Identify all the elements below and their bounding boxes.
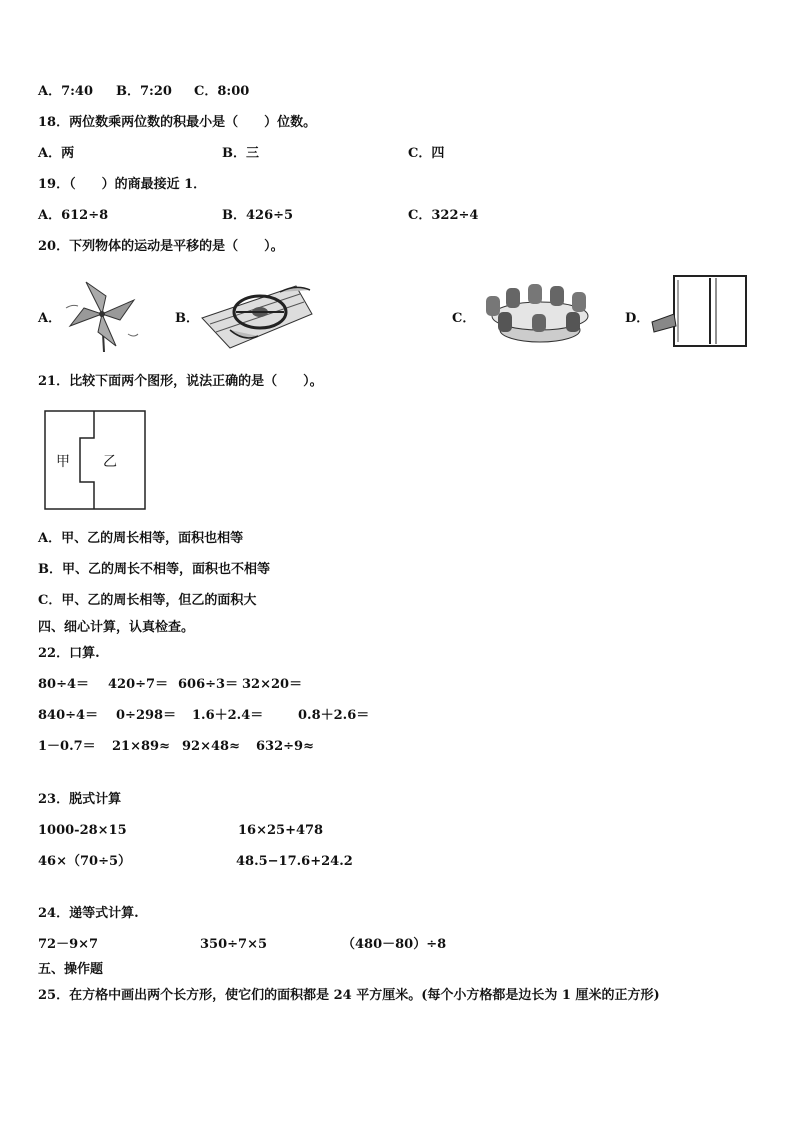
q23-item: 48.5−17.6+24.2: [236, 854, 353, 869]
section-5-heading: 五、操作题: [38, 962, 104, 977]
q22-item: 1.6＋2.4＝: [192, 708, 264, 723]
q22-item: 92×48≈: [182, 739, 240, 754]
q23-item: 1000-28×15: [38, 823, 127, 838]
q21-option-b: B．甲、乙的周长不相等，面积也不相等: [38, 562, 270, 577]
q22-item: 840÷4＝: [38, 708, 99, 723]
shape-label-jia: 甲: [56, 454, 70, 470]
q22-item: 21×89≈: [112, 739, 170, 754]
q17-option-b: B．7:20: [116, 84, 172, 99]
sliding-window-icon: [648, 272, 750, 352]
q24-item: （480－80）÷8: [342, 937, 447, 952]
q23-item: 16×25+478: [238, 823, 324, 838]
q20-stem: 20．下列物体的运动是平移的是（ ）。: [38, 239, 284, 254]
q22-item: 1－0.7＝: [38, 739, 96, 754]
q22-item: 420÷7＝: [108, 677, 169, 692]
q18-option-a: A．两: [38, 146, 75, 161]
q24-item: 72－9×7: [38, 937, 99, 952]
q22-stem: 22．口算.: [38, 646, 100, 661]
q22-item: 0.8＋2.6＝: [298, 708, 370, 723]
q23-item: 46×（70÷5）: [38, 854, 132, 869]
q21-option-c: C．甲、乙的周长相等，但乙的面积大: [38, 593, 257, 608]
steering-wheel-icon: [200, 280, 315, 352]
q20-option-b-label: B．: [175, 311, 199, 326]
q22-item: 80÷4＝: [38, 677, 90, 692]
q24-stem: 24．递等式计算.: [38, 906, 139, 921]
carousel-icon: [478, 280, 603, 348]
q21-stem: 21．比较下面两个图形，说法正确的是（ ）。: [38, 374, 323, 389]
q22-item: 632÷9≈: [256, 739, 314, 754]
q22-item: 0÷298＝: [116, 708, 177, 723]
q19-option-c: C．322÷4: [408, 208, 479, 223]
q23-stem: 23．脱式计算: [38, 792, 122, 807]
q17-option-a: A．7:40: [38, 84, 94, 99]
q21-option-a: A．甲、乙的周长相等，面积也相等: [38, 531, 244, 546]
q19-option-b: B．426÷5: [222, 208, 294, 223]
q20-option-d-label: D．: [625, 311, 650, 326]
q24-item: 350÷7×5: [200, 937, 268, 952]
shape-label-yi: 乙: [103, 454, 117, 470]
q18-stem: 18．两位数乘两位数的积最小是（ ）位数。: [38, 115, 317, 130]
pinwheel-icon: [62, 274, 142, 354]
section-4-heading: 四、细心计算，认真检查。: [38, 620, 195, 635]
q19-option-a: A．612÷8: [38, 208, 109, 223]
q25-stem: 25．在方格中画出两个长方形，使它们的面积都是 24 平方厘米。(每个小方格都是边长为 1 厘米的正方形): [38, 988, 660, 1003]
q18-option-b: B．三: [222, 146, 259, 161]
q22-item: 606÷3＝: [178, 677, 239, 692]
q22-item: 32×20＝: [242, 677, 303, 692]
q17-option-c: C．8:00: [194, 84, 250, 99]
q20-option-a-label: A．: [38, 311, 62, 326]
q18-option-c: C．四: [408, 146, 445, 161]
q19-stem: 19．（ ）的商最接近 1．: [38, 177, 207, 192]
q20-option-c-label: C．: [452, 311, 476, 326]
